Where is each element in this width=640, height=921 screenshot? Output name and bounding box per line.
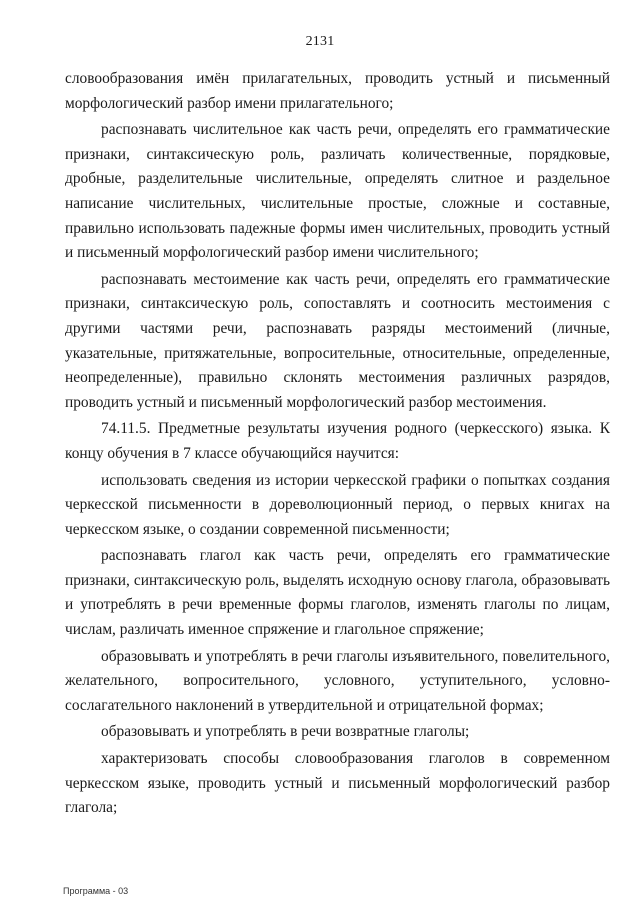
- paragraph: распознавать числительное как часть речи, определять его грамматические признаки, синтаксическую роль, различать количественные, порядковые, дробные, разделительные числительные, определять слитное и раздельное написание числительных, числительные простые, сложные и составные, правильно использовать падежные формы имен числительных, проводить устный и письменный морфологический разбор имени числительного;: [65, 121, 610, 262]
- section-heading-paragraph: 74.11.5. Предметные результаты изучения родного (черкесского) языка. К концу обучения в 7 классе обучающийся научится:: [65, 420, 610, 462]
- paragraph: словообразования имён прилагательных, проводить устный и письменный морфологический разбор имени прилагательного;: [65, 70, 610, 112]
- paragraph: образовывать и употреблять в речи глаголы изъявительного, повелительного, желательного, вопросительного, условного, уступительного, условно-сослагательного наклонений в утвердительной и отрицательной формах;: [65, 647, 610, 714]
- footer-label: Программа - 03: [63, 886, 129, 896]
- paragraph: распознавать глагол как часть речи, определять его грамматические признаки, синтаксическую роль, выделять исходную основу глагола, образовывать и употреблять в речи временные формы глаголов, изменять глаголы по лицам, числам, различать именное спряжение и глагольное спряжение;: [65, 547, 610, 639]
- paragraph: распознавать местоимение как часть речи, определять его грамматические признаки, синтаксическую роль, сопоставлять и соотносить местоимения с другими частями речи, распознавать разряды местоимений (личные, указательные, притяжательные, вопросительные, относительные, определенные, неопределенные), правильно склонять местоимения различных разрядов, проводить устный и письменный морфологический разбор местоимения.: [65, 270, 610, 411]
- paragraph: использовать сведения из истории черкесской графики о попытках создания черкесской письменности в дореволюционный период, о первых книгах на черкесском языке, о создании современной письменности;: [65, 471, 610, 538]
- paragraph: характеризовать способы словообразования глаголов в современном черкесском языке, проводить устный и письменный морфологический разбор глагола;: [65, 750, 610, 817]
- document-body: [65, 67, 610, 823]
- paragraph: образовывать и употреблять в речи возвратные глаголы;: [101, 723, 470, 741]
- page-number: 2131: [305, 34, 335, 49]
